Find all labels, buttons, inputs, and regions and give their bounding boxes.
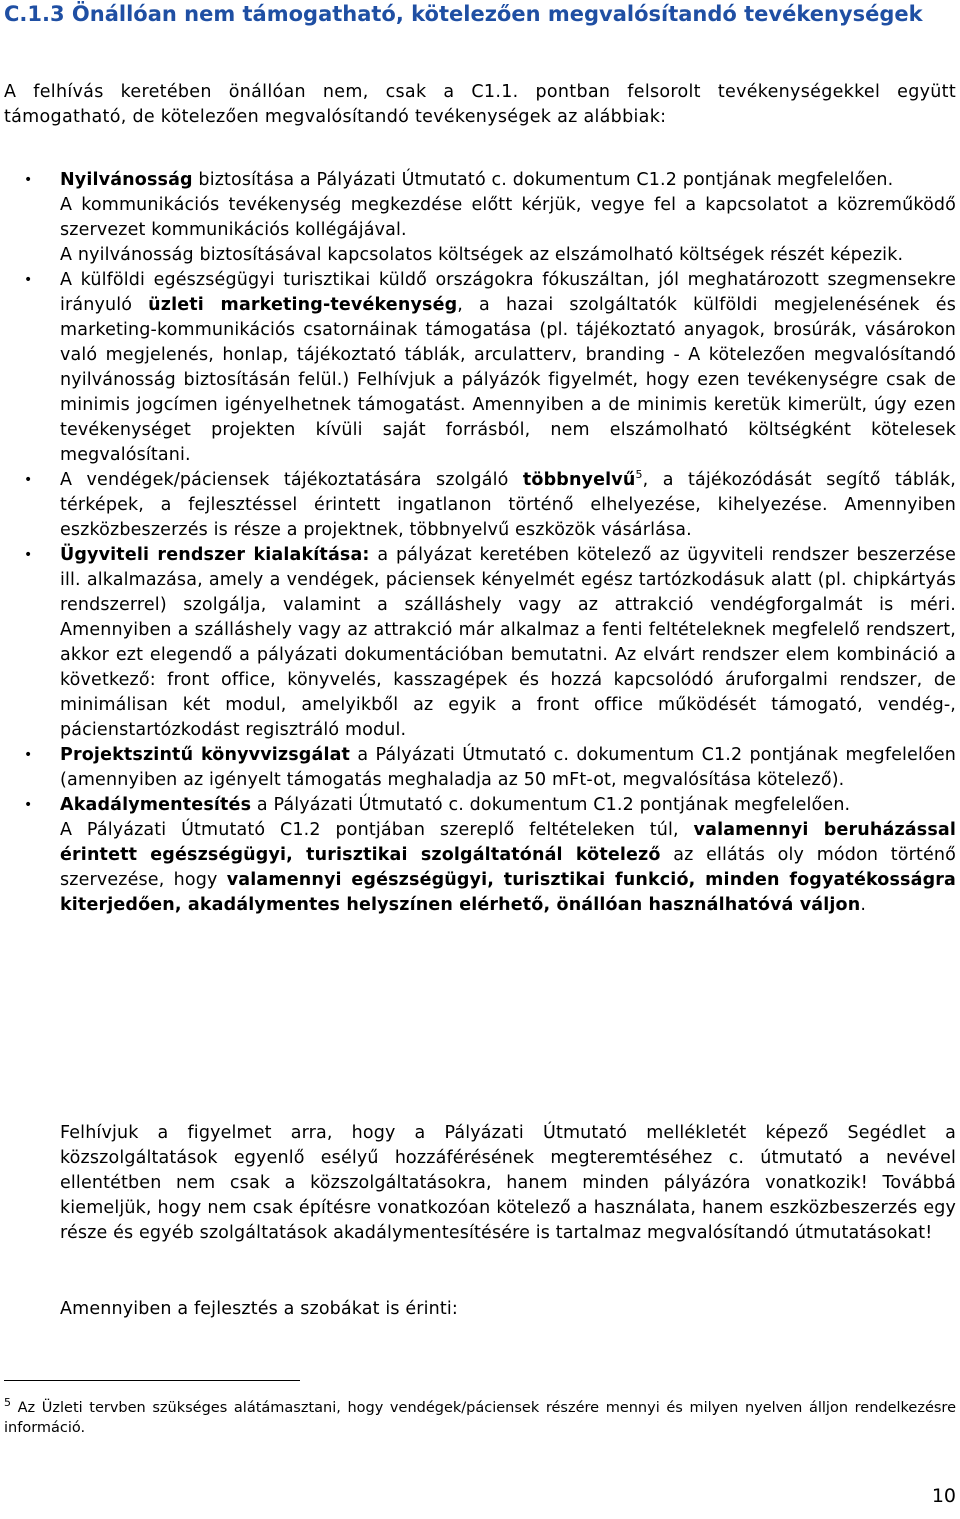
list-item-multilingual: [0, 468, 960, 543]
section-heading: C.1.3 Önállóan nem támogatható, kötelezően megvalósítandó tevékenységek: [4, 2, 923, 26]
item-text: .: [860, 895, 867, 915]
item-text: A külföldi egészségügyi turisztikai küldő országokra fókuszáltan, jól meghatározott szegmensekre irányuló: [60, 270, 956, 315]
list-item-text: [60, 793, 956, 818]
footnote-text: Az Üzleti tervben szükséges alátámasztani, hogy vendégek/páciensek részére mennyi és milyen nyelven álljon rendelkezésre információ.: [4, 1400, 956, 1436]
list-item-text: [60, 743, 956, 793]
footnote-number: 5: [4, 1396, 11, 1410]
rooms-paragraph: Amennyiben a fejlesztés a szobákat is érinti:: [60, 1299, 458, 1319]
bullet-icon: •: [24, 547, 33, 563]
footnote-reference: 5: [635, 468, 643, 482]
list-item-text: [60, 818, 956, 918]
activity-list: [0, 168, 960, 918]
item-text: A Pályázati Útmutató C1.2 pontjában szereplő feltételeken túl,: [60, 820, 694, 840]
bold-term: üzleti marketing-tevékenység: [148, 295, 458, 315]
item-text: a Pályázati Útmutató c. dokumentum C1.2 pontjának megfelelően (amennyiben az igényelt támogatás meghaladja az 50 mFt-ot, megvalósítása kötelező).: [60, 745, 956, 790]
list-item-text: A nyilvánosság biztosításával kapcsolatos költségek az elszámolható költségek részét képezik.: [60, 245, 904, 265]
bullet-icon: •: [24, 797, 33, 813]
list-item-admin-system: [0, 543, 960, 743]
bullet-icon: •: [24, 272, 33, 288]
item-text: , a tájékozódását segítő táblák, térképek, a fejlesztéssel érintett ingatlanon történő elhelyezése, kihelyezése. Amennyiben eszközbeszerzés is része a projektnek, többnyelvű eszközök vásárlása.: [60, 470, 956, 540]
bold-term: többnyelvű: [522, 470, 636, 490]
intro-paragraph: A felhívás keretében önállóan nem, csak a C1.1. pontban felsorolt tevékenységekkel együtt támogatható, de kötelezően megvalósítandó tevékenységek az alábbiak:: [4, 82, 956, 127]
bold-term: Nyilvánosság: [60, 170, 193, 190]
list-item-text: A kommunikációs tevékenység megkezdése előtt kérjük, vegye fel a kapcsolatot a közreműködő szervezet kommunikációs kollégájával.: [60, 195, 956, 240]
item-text: a Pályázati Útmutató c. dokumentum C1.2 pontjának megfelelően.: [251, 795, 851, 815]
bold-term: Akadálymentesítés: [60, 795, 252, 815]
bold-term: valamennyi egészségügyi, turisztikai funkció, minden fogyatékosságra kiterjedően, akadálymentes helyszínen elérhető, önállóan használhatóvá váljon: [60, 870, 956, 915]
bold-term: Ügyviteli rendszer kialakítása:: [60, 545, 370, 565]
list-item-text: [60, 168, 956, 193]
bold-term: valamennyi beruházással érintett egészségügyi, turisztikai szolgáltatónál kötelező: [60, 820, 956, 865]
list-item-text: [60, 268, 956, 468]
footnote-separator: [4, 1380, 300, 1381]
bullet-icon: •: [24, 747, 33, 763]
bullet-icon: •: [24, 172, 33, 188]
item-text: A vendégek/páciensek tájékoztatására szolgáló: [60, 470, 523, 490]
list-item-marketing: [0, 268, 960, 468]
page-number: 10: [931, 1485, 956, 1507]
bold-term: Projektszintű könyvvizsgálat: [60, 745, 351, 765]
item-text: biztosítása a Pályázati Útmutató c. dokumentum C1.2 pontjának megfelelően.: [192, 170, 894, 190]
item-text: , a hazai szolgáltatók külföldi megjelenésének és marketing-kommunikációs csatornáinak támogatása (pl. tájékoztató anyagok, brosúrák, vásárokon való megjelenés, honlap, tájékoztató táblák, arculatterv, branding - A kötelezően megvalósítandó nyilvánosság biztosításán felül.) Felhívjuk a pályázók figyelmét, hogy ezen tevékenységre csak de minimis jogcímen igényelhetnek támogatást. Amennyiben a de minimis keretük kimerült, úgy ezen tevékenységet projekten kívüli saját forrásból, nem elszámolható költségként kötelesek megvalósítani.: [60, 295, 956, 465]
item-text: az ellátás oly módon történő szervezése, hogy: [60, 845, 956, 890]
footnote: [4, 1398, 956, 1438]
bullet-icon: •: [24, 472, 33, 488]
list-item-audit: [0, 743, 960, 793]
notice-paragraph: Felhívjuk a figyelmet arra, hogy a Pályázati Útmutató mellékletét képező Segédlet a közszolgáltatások egyenlő esélyű hozzáférésének megteremtéséhez c. útmutató a nevével ellentétben nem csak a közszolgáltatásokra, hanem minden pályázóra vonatkozik! Továbbá kiemeljük, hogy nem csak építésre vonatkozóan kötelező a használata, hanem eszközbeszerzés egy része és egyéb szolgáltatások akadálymentesítésére is tartalmaz megvalósítandó útmutatásokat!: [60, 1123, 956, 1243]
list-item-accessibility: [0, 793, 960, 918]
list-item-text: [60, 468, 956, 543]
item-text: a pályázat keretében kötelező az ügyviteli rendszer beszerzése ill. alkalmazása, amely a vendégek, páciensek kényelmét egész tartózkodásuk alatt (pl. chipkártyás rendszerrel) szolgálja, valamint a szálláshely vagy az attrakció vendégforgalmát is méri. Amennyiben a szálláshely vagy az attrakció már alkalmaz a fenti feltételeknek megfelelő rendszert, akkor ezt elegendő a pályázati dokumentációban bemutatni. Az elvárt rendszer elem kombináció a következő: front office, könyvelés, kasszagépek és hozzá kapcsolódó áruforgalmi rendszer, de minimálisan két modul, amelyikből az egyik a front office működését támogató, vendég-, pácienstartózkodást regisztráló modul.: [60, 545, 956, 740]
list-item-text: [60, 543, 956, 743]
list-item-publicity: [0, 168, 960, 268]
